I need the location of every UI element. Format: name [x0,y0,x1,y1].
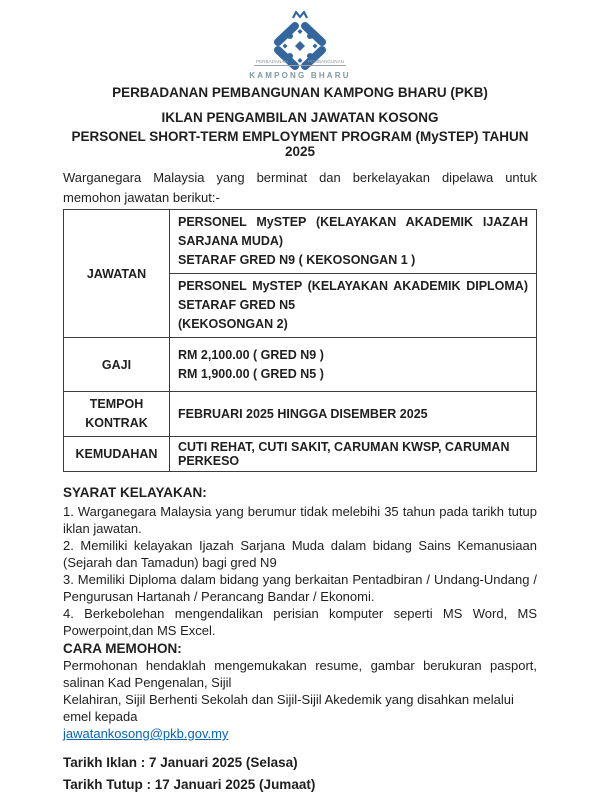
cara-section [63,657,537,742]
syarat-item-1: 1. Warganegara Malaysia yang berumur tidak melebihi 35 tahun pada tarikh tutup iklan jawatan. [63,504,537,536]
tarikh-iklan: Tarikh Iklan : 7 Januari 2025 (Selasa) [63,755,298,770]
gaji-line2: RM 1,900.00 ( GRED N5 ) [178,366,324,381]
jawatan-n9-line1: PERSONEL MySTEP (KELAYAKAN AKADEMIK IJAZAH SARJANA MUDA) [178,215,528,248]
gaji-label: GAJI [64,338,170,392]
logo-wordmark: KAMPONG BHARU [249,71,351,80]
syarat-heading: SYARAT KELAYAKAN: [63,485,207,500]
org-title: PERBADANAN PEMBANGUNAN KAMPONG BHARU (PKB) [112,85,488,100]
logo-small-text-right: PEMBANGUNAN [308,59,344,64]
cara-line-1: Permohonan hendaklah mengemukakan resume, gambar berukuran pasport, salinan Kad Pengenalan, Sijil [63,658,537,690]
kampong-bharu-emblem-icon [252,8,348,70]
jawatan-n5-line1: PERSONEL MySTEP (KELAYAKAN AKADEMIK DIPLOMA) SETARAF GRED N5 [178,279,528,312]
tarikh-tutup: Tarikh Tutup : 17 Januari 2025 (Jumaat) [63,777,316,792]
kemudahan-cell: CUTI REHAT, CUTI SAKIT, CARUMAN KWSP, CARUMAN PERKESO [170,437,537,472]
jawatan-cell-n5 [170,274,537,338]
table-row [64,338,537,392]
cara-email-line [63,725,537,742]
table-row [64,437,537,472]
tempoh-label-line2: KONTRAK [85,416,148,430]
tempoh-label [64,392,170,437]
notice-title: IKLAN PENGAMBILAN JAWATAN KOSONG [161,110,439,125]
gaji-line1: RM 2,100.00 ( GRED N9 ) [178,347,324,362]
syarat-list [63,503,537,639]
jawatan-label: JAWATAN [64,210,170,338]
jawatan-cell-n9 [170,210,537,274]
logo-small-text-left: PERBADANAN [256,59,288,64]
syarat-item-4: 4. Berkebolehan mengendalikan perisian komputer seperti MS Word, MS Powerpoint,dan MS Excel. [63,606,537,638]
program-title: PERSONEL SHORT-TERM EMPLOYMENT PROGRAM (MySTEP) TAHUN 2025 [71,129,529,159]
cara-line-2: Kelahiran, Sijil Berhenti Sekolah dan Sijil-Sijil Akedemik yang disahkan melalui emel kepada [63,692,514,724]
vacancy-table [63,209,537,472]
org-logo [245,8,355,80]
gaji-cell [170,338,537,392]
dates-section [63,752,537,796]
table-row [64,392,537,437]
syarat-item-3: 3. Memiliki Diploma dalam bidang yang berkaitan Pentadbiran / Undang-Undang / Pengurusan Hartanah / Perancang Bandar / Ekonomi. [63,572,537,604]
kemudahan-label: KEMUDAHAN [64,437,170,472]
table-row [64,210,537,274]
intro-paragraph: Warganegara Malaysia yang berminat dan berkelayakan dipelawa untuk memohon jawatan berikut:- [63,170,537,205]
jawatan-n9-line2: SETARAF GRED N9 ( KEKOSONGAN 1 ) [178,253,416,267]
syarat-item-2: 2. Memiliki kelayakan Ijazah Sarjana Muda dalam bidang Sains Kemanusiaan (Sejarah dan Tamadun) bagi gred N9 [63,538,537,570]
cara-heading: CARA MEMOHON: [63,641,182,656]
jawatan-n5-line2: (KEKOSONGAN 2) [178,317,288,331]
tempoh-label-line1: TEMPOH [89,397,144,411]
email-link[interactable]: jawatankosong@pkb.gov.my [63,726,229,741]
tempoh-cell: FEBRUARI 2025 HINGGA DISEMBER 2025 [170,392,537,437]
